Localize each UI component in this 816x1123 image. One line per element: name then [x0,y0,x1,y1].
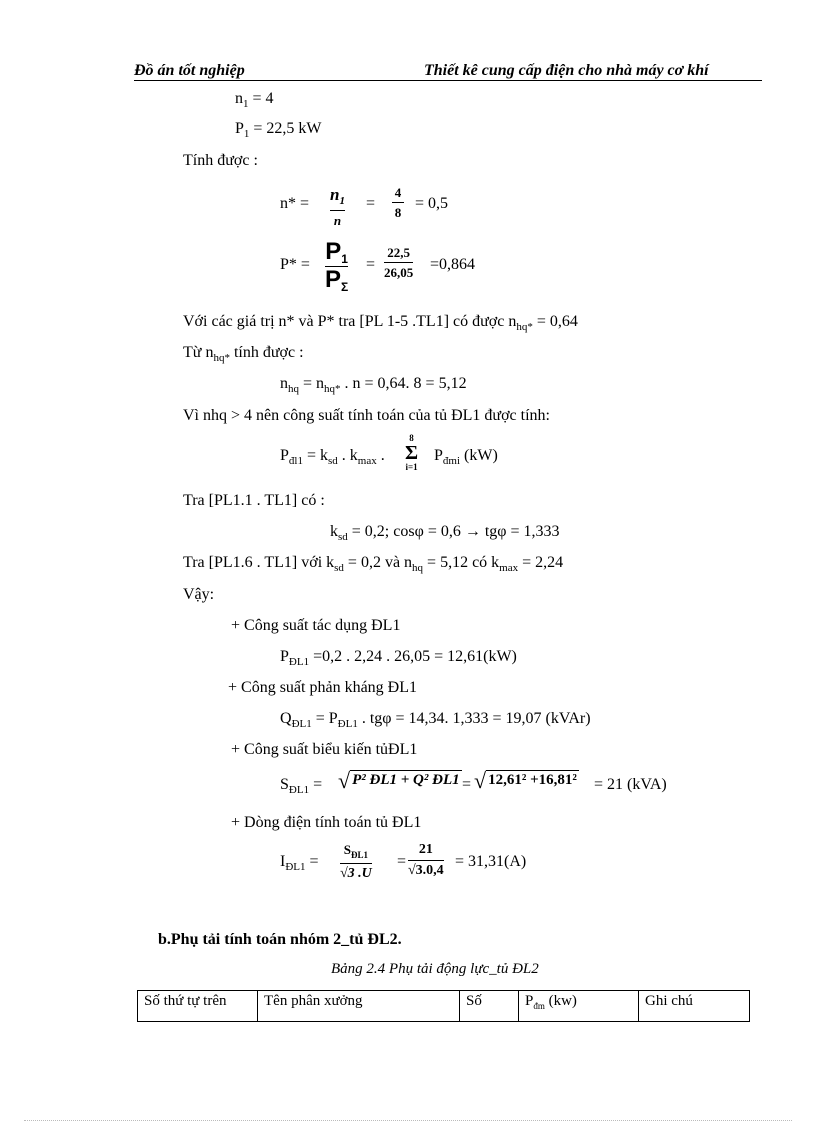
cs-bieu-kien-text: + Công suất biểu kiến tủĐL1 [231,741,418,758]
cs-phan-khang-text: + Công suất phản kháng ĐL1 [228,679,417,696]
ksd-formula: $k_{sd} = 0,2$; cosφ = 0,6 → tgφ = 1,333 [330,523,560,543]
col-ten-phan-xuong: Tên phân xưởng [258,991,460,1022]
section-b-heading: b.Phụ tải tính toán nhóm 2_tủ ĐL2. [158,931,402,948]
col-ghi-chu: Ghi chú [639,991,750,1022]
col-so: Số [460,991,519,1022]
nstar-result: = 0,5 [415,195,449,212]
header-left: Đồ án tốt nghiệp [134,62,245,79]
nhq-formula: $n_{hq} = n_{hq*}$ . n = 0,64. 8 = 5,12 [280,375,467,395]
vi-nhq-text: Vì nhq > 4 nên công suất tính toán của tủ ĐL1 được tính: [183,407,550,424]
tu-nhq-text: Từ $n_{hq*}$ tính được : [183,344,304,364]
tra2-text: Tra [PL1.6 . TL1] với $k_{sd} = 0,2$ và $n_{hq} = 5,12$ có $k_{max} = 2,24$ [183,554,564,574]
n1-line: $n_1 = 4$ [235,90,274,110]
page-bottom-dotted-line [24,1120,792,1121]
tra1-text: Tra [PL1.1 . TL1] có : [183,492,325,509]
header-underline [134,80,762,81]
i-fraction-symbolic: $S_{ĐL1}$ √3 .U [340,842,372,881]
q-dl1-formula: $Q_{ĐL1} = P_{ĐL1}$ . tgφ = 14,34. 1,333 = 19,07 (kVAr) [280,710,591,730]
i-fraction-numeric: 21 √3.0,4 [408,842,444,878]
pdl1-formula-left: $P_{đl1} = k_{sd}$ . $k_{max}$ . [280,447,385,467]
p-dl1-formula: $P_{ĐL1} =0,2$ . 2,24 . 26,05 = 12,61(kW) [280,648,517,668]
pstar-result: =0,864 [430,256,476,273]
table-caption: Bảng 2.4 Phụ tải động lực_tủ ĐL2 [331,961,539,977]
header-right: Thiết kê cung cấp điện cho nhà máy cơ khí [424,62,709,79]
pdl1-formula-right: $P_{đmi}$ (kW) [434,447,498,467]
sum-symbol: 8 Σ i=1 [405,433,419,472]
tinh-duoc-text: Tính được : [183,152,258,169]
cs-tac-dung-text: + Công suất tác dụng ĐL1 [231,617,401,634]
col-p-dm: $P_{đm}$ (kw) [519,991,639,1022]
s-dl1-lhs: $S_{ĐL1}$ = [280,776,323,796]
load-table [137,990,750,1022]
s-result: = 21 (kVA) [594,776,667,793]
p1-line: $P_1 = 22,5$ kW [235,120,322,140]
nstar-lhs: n* = [280,195,310,212]
pstar-fraction-symbolic: $P_1$ $P_\Sigma$ [325,238,349,294]
i-result: = 31,31(A) [455,853,527,870]
nstar-eq1: = [366,195,376,212]
i-eq-c: = [397,853,407,870]
nstar-fraction-symbolic: $n_1$ n [330,185,345,228]
dong-dien-text: + Dòng điện tính toán tủ ĐL1 [231,814,422,831]
pstar-fraction-numeric: 22,5 26,05 [384,245,414,280]
table-header-row [138,991,750,1022]
s-eq-c: = [462,776,472,793]
col-so-thu-tu: Số thứ tự trên [138,991,258,1022]
i-dl1-lhs: $I_{ĐL1}$ = [280,853,319,873]
pstar-eq: = [366,256,376,273]
pstar-lhs: P* = [280,256,310,273]
s-sqrt-numeric: √ 12,61² +16,81² [474,768,577,793]
voi-cac-text: Với các giá trị n* và P* tra [PL 1-5 .TL1] có được $n_{hq*} = 0,64$ [183,313,578,333]
s-sqrt-symbolic: √ P² ĐL1 + Q² ĐL1 [338,768,460,793]
vay-text: Vậy: [183,586,215,603]
nstar-fraction-numeric: 4 8 [392,186,404,219]
